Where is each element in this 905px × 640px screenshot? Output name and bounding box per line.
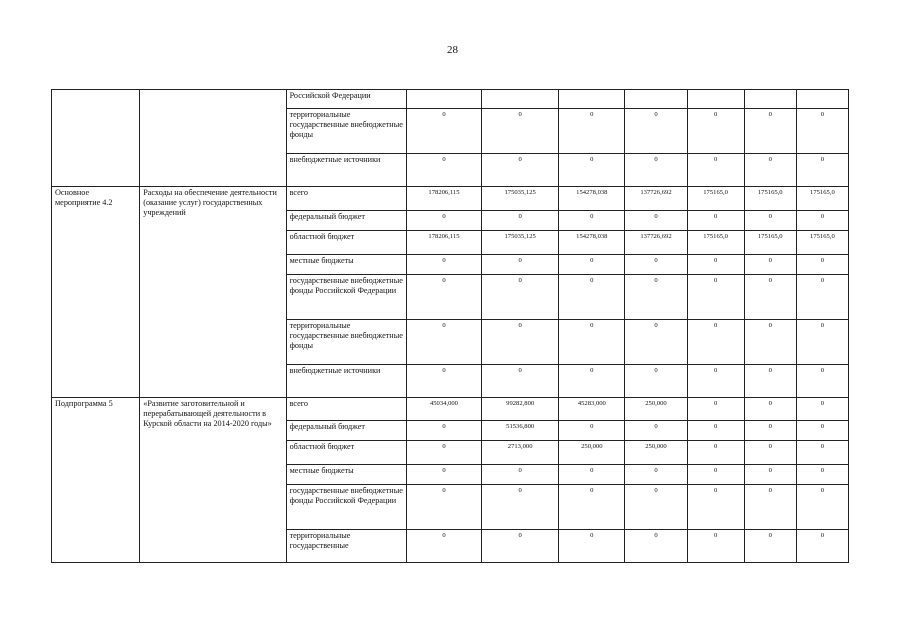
funding-source-cell: Российской Федерации: [286, 90, 406, 109]
program-title-cell: [140, 90, 286, 187]
value-cell: 0: [482, 530, 559, 563]
value-cell: 45034,000: [406, 398, 481, 421]
value-cell: 0: [625, 255, 687, 275]
value-cell: 0: [687, 109, 744, 154]
value-cell: 175165,0: [796, 231, 848, 255]
value-cell: 175165,0: [687, 231, 744, 255]
value-cell: 0: [687, 398, 744, 421]
value-cell: 0: [796, 530, 848, 563]
value-cell: 0: [625, 320, 687, 365]
value-cell: 154278,038: [559, 231, 625, 255]
value-cell: 0: [796, 441, 848, 465]
value-cell: 0: [482, 154, 559, 187]
value-cell: 0: [559, 255, 625, 275]
value-cell: 0: [744, 465, 796, 485]
value-cell: 0: [687, 421, 744, 441]
value-cell: 0: [744, 211, 796, 231]
funding-source-cell: местные бюджеты: [286, 255, 406, 275]
value-cell: 0: [744, 530, 796, 563]
value-cell: 0: [482, 365, 559, 398]
value-cell: 0: [406, 365, 481, 398]
value-cell: 2713,000: [482, 441, 559, 465]
value-cell: 0: [687, 530, 744, 563]
value-cell: 0: [744, 275, 796, 320]
funding-source-cell: территориальные государственные внебюджетные фонды: [286, 320, 406, 365]
funding-source-cell: государственные внебюджетные фонды Российской Федерации: [286, 485, 406, 530]
program-title-cell: «Развитие заготовительной и перерабатывающей деятельности в Курской области на 2014-2020 годы»: [140, 398, 286, 563]
funding-source-cell: территориальные государственные: [286, 530, 406, 563]
funding-source-cell: областной бюджет: [286, 441, 406, 465]
value-cell: 0: [406, 255, 481, 275]
value-cell: 0: [687, 485, 744, 530]
value-cell: 0: [744, 109, 796, 154]
value-cell: 0: [559, 365, 625, 398]
program-code-cell: [52, 90, 140, 187]
value-cell: 0: [406, 421, 481, 441]
value-cell: 0: [482, 211, 559, 231]
value-cell: 0: [687, 441, 744, 465]
value-cell: 0: [687, 365, 744, 398]
value-cell: 0: [744, 398, 796, 421]
value-cell: 0: [625, 109, 687, 154]
funding-source-cell: всего: [286, 187, 406, 211]
value-cell: 0: [796, 398, 848, 421]
value-cell: 0: [796, 421, 848, 441]
value-cell: 0: [744, 441, 796, 465]
funding-source-cell: местные бюджеты: [286, 465, 406, 485]
value-cell: 0: [625, 485, 687, 530]
value-cell: 51536,800: [482, 421, 559, 441]
funding-source-cell: территориальные государственные внебюджетные фонды: [286, 109, 406, 154]
value-cell: 0: [625, 465, 687, 485]
value-cell: 0: [559, 320, 625, 365]
value-cell: 0: [482, 320, 559, 365]
funding-source-cell: федеральный бюджет: [286, 421, 406, 441]
value-cell: 0: [744, 255, 796, 275]
value-cell: 175035,125: [482, 231, 559, 255]
value-cell: 0: [625, 421, 687, 441]
value-cell: 0: [687, 320, 744, 365]
funding-source-cell: внебюджетные источники: [286, 365, 406, 398]
value-cell: 175165,0: [796, 187, 848, 211]
value-cell: 0: [625, 365, 687, 398]
value-cell: 0: [406, 441, 481, 465]
value-cell: 250,000: [559, 441, 625, 465]
table-row: [52, 90, 849, 109]
value-cell: [625, 90, 687, 109]
value-cell: 0: [482, 109, 559, 154]
value-cell: [559, 90, 625, 109]
value-cell: 175165,0: [687, 187, 744, 211]
value-cell: 0: [796, 109, 848, 154]
value-cell: 0: [687, 255, 744, 275]
value-cell: 0: [625, 211, 687, 231]
value-cell: 0: [796, 275, 848, 320]
value-cell: 0: [625, 275, 687, 320]
value-cell: 0: [744, 421, 796, 441]
budget-table: [51, 89, 849, 563]
value-cell: 0: [744, 154, 796, 187]
value-cell: 0: [406, 154, 481, 187]
value-cell: 99282,800: [482, 398, 559, 421]
value-cell: 0: [559, 421, 625, 441]
funding-source-cell: внебюджетные источники: [286, 154, 406, 187]
value-cell: 0: [796, 485, 848, 530]
value-cell: 0: [687, 275, 744, 320]
value-cell: 0: [559, 109, 625, 154]
value-cell: 0: [687, 211, 744, 231]
value-cell: 250,000: [625, 441, 687, 465]
value-cell: 0: [625, 530, 687, 563]
value-cell: 0: [796, 154, 848, 187]
value-cell: 0: [482, 465, 559, 485]
value-cell: 0: [625, 154, 687, 187]
value-cell: 0: [559, 275, 625, 320]
program-title-cell: Расходы на обеспечение деятельности (оказание услуг) государственных учреждений: [140, 187, 286, 398]
value-cell: 0: [796, 320, 848, 365]
value-cell: 0: [559, 154, 625, 187]
value-cell: 175165,0: [744, 231, 796, 255]
value-cell: 0: [559, 465, 625, 485]
program-code-cell: Основное мероприятие 4.2: [52, 187, 140, 398]
value-cell: 45283,000: [559, 398, 625, 421]
value-cell: [406, 90, 481, 109]
funding-source-cell: федеральный бюджет: [286, 211, 406, 231]
value-cell: [744, 90, 796, 109]
value-cell: 0: [796, 255, 848, 275]
value-cell: 0: [406, 109, 481, 154]
page-number: 28: [447, 44, 458, 56]
value-cell: 0: [406, 320, 481, 365]
value-cell: 0: [482, 255, 559, 275]
value-cell: 0: [796, 211, 848, 231]
value-cell: 0: [559, 530, 625, 563]
value-cell: 0: [406, 211, 481, 231]
value-cell: 0: [406, 485, 481, 530]
value-cell: 0: [744, 320, 796, 365]
value-cell: 137726,692: [625, 231, 687, 255]
funding-source-cell: всего: [286, 398, 406, 421]
program-code-cell: Подпрограмма 5: [52, 398, 140, 563]
value-cell: 0: [482, 275, 559, 320]
value-cell: 178206,115: [406, 231, 481, 255]
value-cell: 0: [482, 485, 559, 530]
value-cell: 175035,125: [482, 187, 559, 211]
value-cell: [796, 90, 848, 109]
value-cell: 0: [559, 485, 625, 530]
value-cell: 0: [796, 465, 848, 485]
value-cell: 137726,692: [625, 187, 687, 211]
value-cell: 0: [744, 485, 796, 530]
value-cell: 0: [406, 530, 481, 563]
value-cell: 0: [687, 154, 744, 187]
value-cell: [482, 90, 559, 109]
table-row: [52, 187, 849, 211]
value-cell: 250,000: [625, 398, 687, 421]
value-cell: 0: [687, 465, 744, 485]
value-cell: 154278,038: [559, 187, 625, 211]
table-row: [52, 398, 849, 421]
value-cell: 0: [559, 211, 625, 231]
value-cell: 0: [744, 365, 796, 398]
value-cell: 178206,115: [406, 187, 481, 211]
value-cell: [687, 90, 744, 109]
funding-source-cell: областной бюджет: [286, 231, 406, 255]
value-cell: 0: [406, 275, 481, 320]
value-cell: 0: [796, 365, 848, 398]
value-cell: 175165,0: [744, 187, 796, 211]
funding-source-cell: государственные внебюджетные фонды Российской Федерации: [286, 275, 406, 320]
value-cell: 0: [406, 465, 481, 485]
